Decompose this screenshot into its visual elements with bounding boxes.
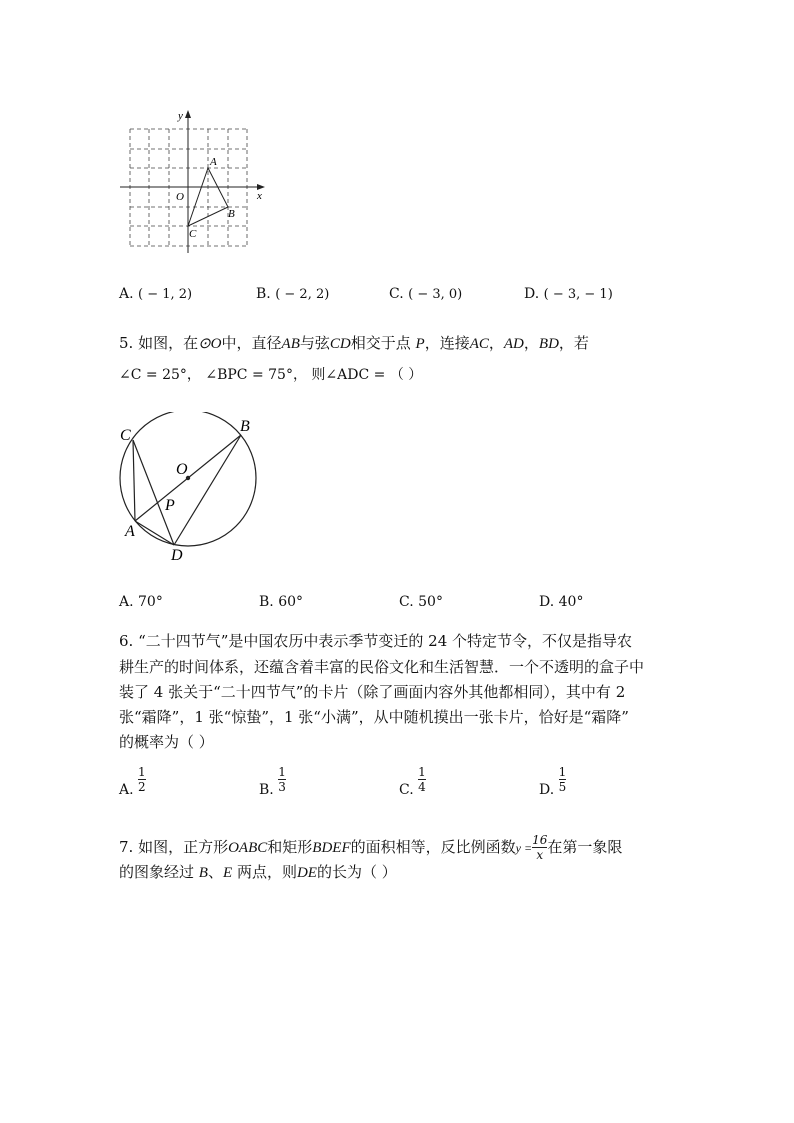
circle-o-symbol: ⊙O [198, 336, 222, 352]
segment-ad [135, 521, 174, 545]
point-e: E [222, 865, 233, 881]
text: 如图，在 [138, 334, 199, 352]
segment-bd: BD [538, 336, 559, 352]
label-p: P [165, 497, 175, 514]
segment-ad: AD [503, 336, 524, 352]
q6-option-b[interactable] [259, 765, 286, 798]
origin-label: O [176, 191, 184, 203]
option-text: ( − 3, 0) [408, 287, 463, 302]
text: ， [523, 334, 539, 352]
triangle-abc [188, 168, 228, 226]
q5-stem-line-2 [119, 365, 422, 385]
numerator: 16 [532, 833, 548, 847]
angle-c-given: ∠C = 25°， [119, 367, 201, 383]
denominator: 2 [138, 780, 146, 794]
option-text: ( − 3, − 1) [543, 287, 613, 302]
x-axis-label: x [257, 190, 262, 202]
y-axis-arrow [185, 110, 191, 118]
q7-stem-line-2 [119, 862, 397, 883]
point-c-label: C [189, 228, 197, 240]
denominator: x [532, 847, 547, 862]
angle-adc-question: 则∠ADC = （ ） [311, 367, 423, 383]
label-c: C [120, 427, 131, 444]
q6-stem-line-1: 6. “二十四节气”是中国农历中表示季节变迁的 24 个特定节令，不仅是指导农 [119, 632, 633, 650]
option-letter: B. [259, 594, 274, 610]
text: 两点，则 [236, 863, 297, 881]
rectangle-bdef: BDEF [312, 840, 351, 856]
segment-ab: AB [281, 336, 300, 352]
q6-option-d[interactable] [539, 765, 567, 798]
option-text: 70° [138, 594, 163, 610]
option-text: ( − 1, 2) [138, 287, 193, 302]
q6-stem-line-2: 耕生产的时间体系，还蕴含着丰富的民俗文化和生活智慧．一个不透明的盒子中 [119, 658, 645, 676]
text: 的图象经过 [119, 863, 195, 881]
point-p: P [415, 336, 425, 352]
question-number: 5. [119, 334, 134, 352]
fraction [559, 766, 567, 794]
option-letter: D. [524, 286, 540, 302]
segment-ac: AC [469, 336, 489, 352]
q5-stem-line-1 [119, 333, 589, 354]
segment-ac [133, 440, 135, 521]
q4-option-d[interactable] [524, 286, 613, 302]
option-letter: B. [256, 286, 271, 302]
q6-stem-line-4: 张“霜降”，1 张“惊蛰”，1 张“小满”，从中随机摸出一张卡片，恰好是“霜降” [119, 708, 629, 726]
label-d: D [171, 547, 183, 564]
text: 的面积相等，反比例函数 [350, 838, 516, 856]
q7-stem-line-1 [119, 834, 622, 862]
numerator: 1 [418, 765, 426, 779]
numerator: 1 [278, 765, 286, 779]
text: 的长为（ ） [316, 863, 397, 881]
text: 、 [207, 863, 223, 881]
denominator: 4 [418, 780, 426, 794]
q5-circle-figure [112, 412, 272, 567]
option-letter: D. [539, 594, 555, 610]
q4-option-c[interactable] [389, 286, 462, 302]
q4-grid-figure [115, 105, 275, 255]
angle-bpc-given: ∠BPC = 75°， [205, 367, 307, 383]
point-b: B [198, 865, 208, 881]
q6-option-c[interactable] [399, 765, 426, 798]
label-a: A [125, 523, 135, 540]
function-lhs: y = [515, 841, 533, 855]
q5-option-d[interactable] [539, 594, 583, 610]
segment-bd [174, 435, 241, 545]
q6-stem-line-3: 装了 4 张关于“二十四节气”的卡片（除了画面内容外其他都相同），其中有 2 [119, 683, 626, 701]
segment-cd: CD [329, 336, 351, 352]
text: 和矩形 [267, 838, 313, 856]
option-text: ( − 2, 2) [275, 287, 330, 302]
q6-option-a[interactable] [119, 765, 146, 798]
label-o: O [176, 461, 188, 478]
text: ， [488, 334, 504, 352]
option-letter: D. [539, 782, 555, 798]
label-b: B [240, 418, 250, 435]
option-letter: A. [119, 782, 134, 798]
text: 中，直径 [221, 334, 282, 352]
point-a-label: A [210, 156, 217, 168]
option-letter: A. [119, 594, 134, 610]
numerator: 1 [138, 765, 146, 779]
q4-option-b[interactable] [256, 286, 329, 302]
text: ，连接 [424, 334, 470, 352]
segment-de: DE [296, 865, 317, 881]
q4-option-a[interactable] [119, 286, 192, 302]
option-letter: B. [259, 782, 274, 798]
fraction [418, 766, 426, 794]
text: 与弦 [299, 334, 330, 352]
text: 7. 如图，正方形 [119, 838, 229, 856]
q5-option-a[interactable] [119, 594, 163, 610]
denominator: 3 [278, 780, 286, 794]
q5-option-b[interactable] [259, 594, 303, 610]
option-letter: A. [119, 286, 134, 302]
text: ，若 [558, 334, 589, 352]
option-text: 40° [558, 594, 584, 610]
denominator: 5 [558, 780, 567, 794]
square-oabc: OABC [228, 840, 268, 856]
text: 在第一象限 [547, 838, 623, 856]
option-letter: C. [389, 286, 404, 302]
option-letter: C. [399, 594, 414, 610]
point-b-label: B [228, 208, 235, 220]
q5-option-c[interactable] [399, 594, 443, 610]
option-letter: C. [399, 782, 414, 798]
text: 相交于点 [350, 334, 411, 352]
chord-cd [133, 440, 174, 545]
numerator: 1 [558, 765, 567, 779]
fraction [138, 766, 146, 794]
option-text: 50° [418, 594, 443, 610]
function-fraction [532, 834, 547, 862]
fraction [278, 766, 286, 794]
y-axis-label: y [178, 110, 183, 122]
option-text: 60° [278, 594, 304, 610]
q6-stem-line-5: 的概率为（ ） [119, 733, 214, 751]
